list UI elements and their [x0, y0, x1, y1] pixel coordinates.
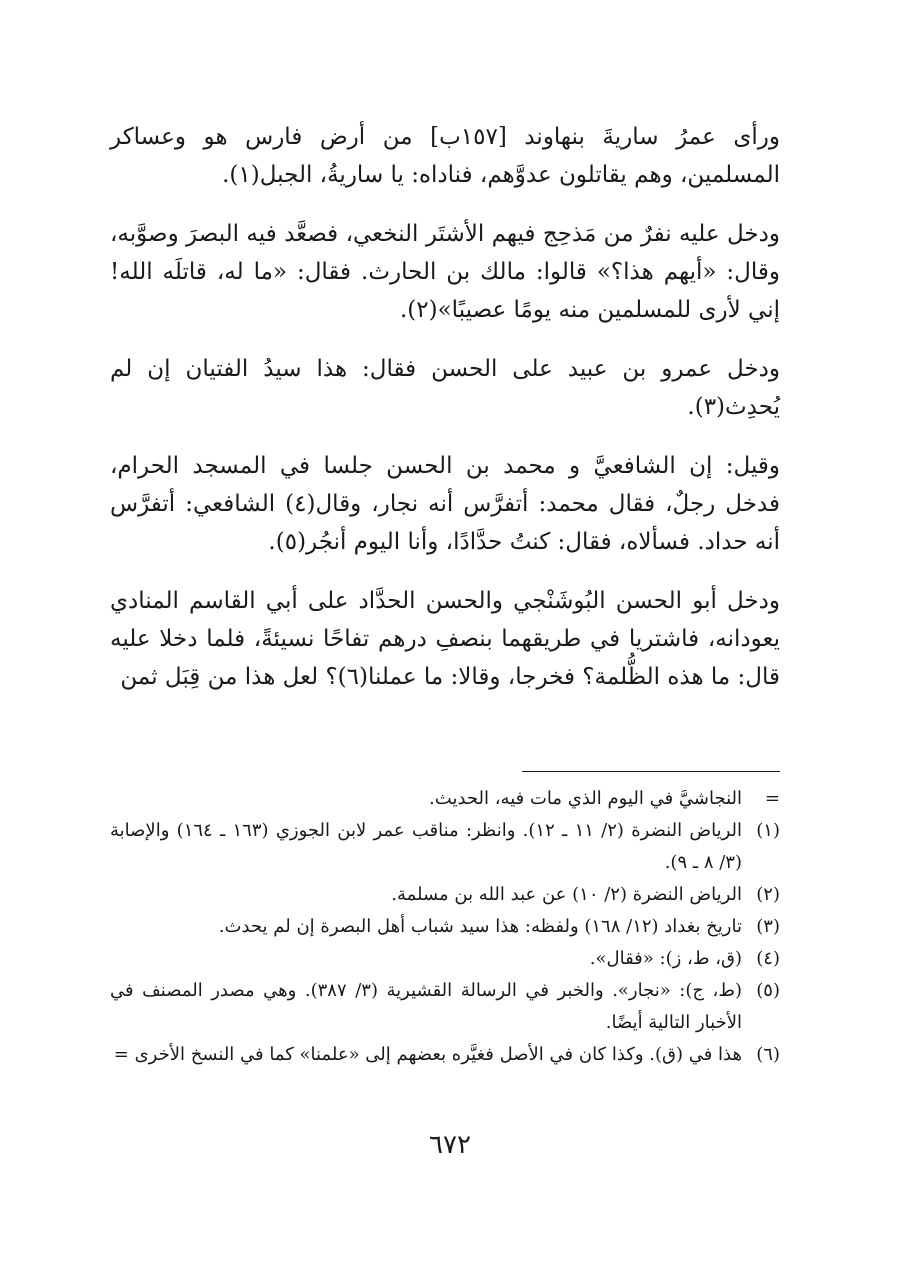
- footnote-mark: (١): [756, 820, 780, 841]
- footnote-text: تاريخ بغداد (١٢/ ١٦٨) ولفظه: هذا سيد شباب أهل البصرة إن لم يحدث.: [218, 916, 742, 937]
- paragraph-sariya: ورأى عمرُ ساريةَ بنهاوند [١٥٧ب] من أرض فارس هو وعساكر المسلمين، وهم يقاتلون عدوَّهم، فناداه: يا ساريةُ، الجبل(١).: [110, 124, 780, 188]
- main-text: [110, 118, 780, 696]
- paragraph-shafii: وقيل: إن الشافعيَّ و محمد بن الحسن جلسا في المسجد الحرام، فدخل رجلٌ، فقال محمد: أتفرَّس أنه نجار، وقال(٤) الشافعي: أتفرَّس أنه حداد. فسألاه، فقال: كنتُ حدَّادًا، وأنا اليوم أنجُر(٥).: [110, 453, 780, 555]
- footnote-separator: [522, 771, 780, 772]
- footnote-mark: (٤): [756, 948, 780, 969]
- footnote-1: [110, 815, 780, 879]
- paragraph-bushanji: ودخل أبو الحسن البُوشَنْجي والحسن الحدَّاد على أبي القاسم المنادي يعودانه، فاشتريا في طريقهما بنصفِ درهم تفاحًا نسيئةً، فلما دخلا عليه قال: ما هذه الظُّلمة؟ فخرجا، وقالا: ما عملنا(٦)؟ لعل هذا من قِبَل ثمن: [110, 588, 780, 690]
- footnote-mark: =: [764, 788, 780, 809]
- footnote-text: (ق، ط، ز): «فقال».: [589, 948, 742, 969]
- footnote-continuation: [110, 783, 780, 815]
- footnote-mark: (٥): [756, 980, 780, 1001]
- footnote-4: [110, 943, 780, 975]
- footnote-text: النجاشيَّ في اليوم الذي مات فيه، الحديث.: [429, 788, 742, 809]
- footnote-3: [110, 911, 780, 943]
- page-number: ٦٧٢: [429, 1130, 471, 1160]
- footnote-text: هذا في (ق). وكذا كان في الأصل فغيَّره بعضهم إلى «علمنا» كما في النسخ الأخرى =: [113, 1044, 742, 1065]
- footnote-text: الرياض النضرة (٢/ ١١ ـ ١٢). وانظر: مناقب عمر لابن الجوزي (١٦٣ ـ ١٦٤) والإصابة (٣/ ٨ ـ ٩).: [110, 820, 743, 873]
- paragraph-amr-ibn-ubayd: ودخل عمرو بن عبيد على الحسن فقال: هذا سيدُ الفتيان إن لم يُحدِث(٣).: [110, 356, 780, 420]
- footnote-2: [110, 879, 780, 911]
- footnote-mark: (٢): [756, 884, 780, 905]
- footnote-text: الرياض النضرة (٢/ ١٠) عن عبد الله بن مسلمة.: [391, 884, 742, 905]
- footnote-6: [110, 1039, 780, 1071]
- footnotes: [110, 783, 780, 1071]
- footnote-text: (ط، ج): «نجار». والخبر في الرسالة القشيرية (٣/ ٣٨٧). وهي مصدر المصنف في الأخبار التالية أيضًا.: [110, 980, 742, 1033]
- footnote-5: [110, 975, 780, 1039]
- footnote-mark: (٣): [756, 916, 780, 937]
- footnote-mark: (٦): [756, 1044, 780, 1065]
- paragraph-ashtar: ودخل عليه نفرٌ من مَذحِج فيهم الأشتَر النخعي، فصعَّد فيه البصرَ وصوَّبه، وقال: «أيهم هذا؟» قالوا: مالك بن الحارث. فقال: «ما له، قاتلَه الله! إني لأرى للمسلمين منه يومًا عصيبًا»(٢).: [110, 221, 780, 323]
